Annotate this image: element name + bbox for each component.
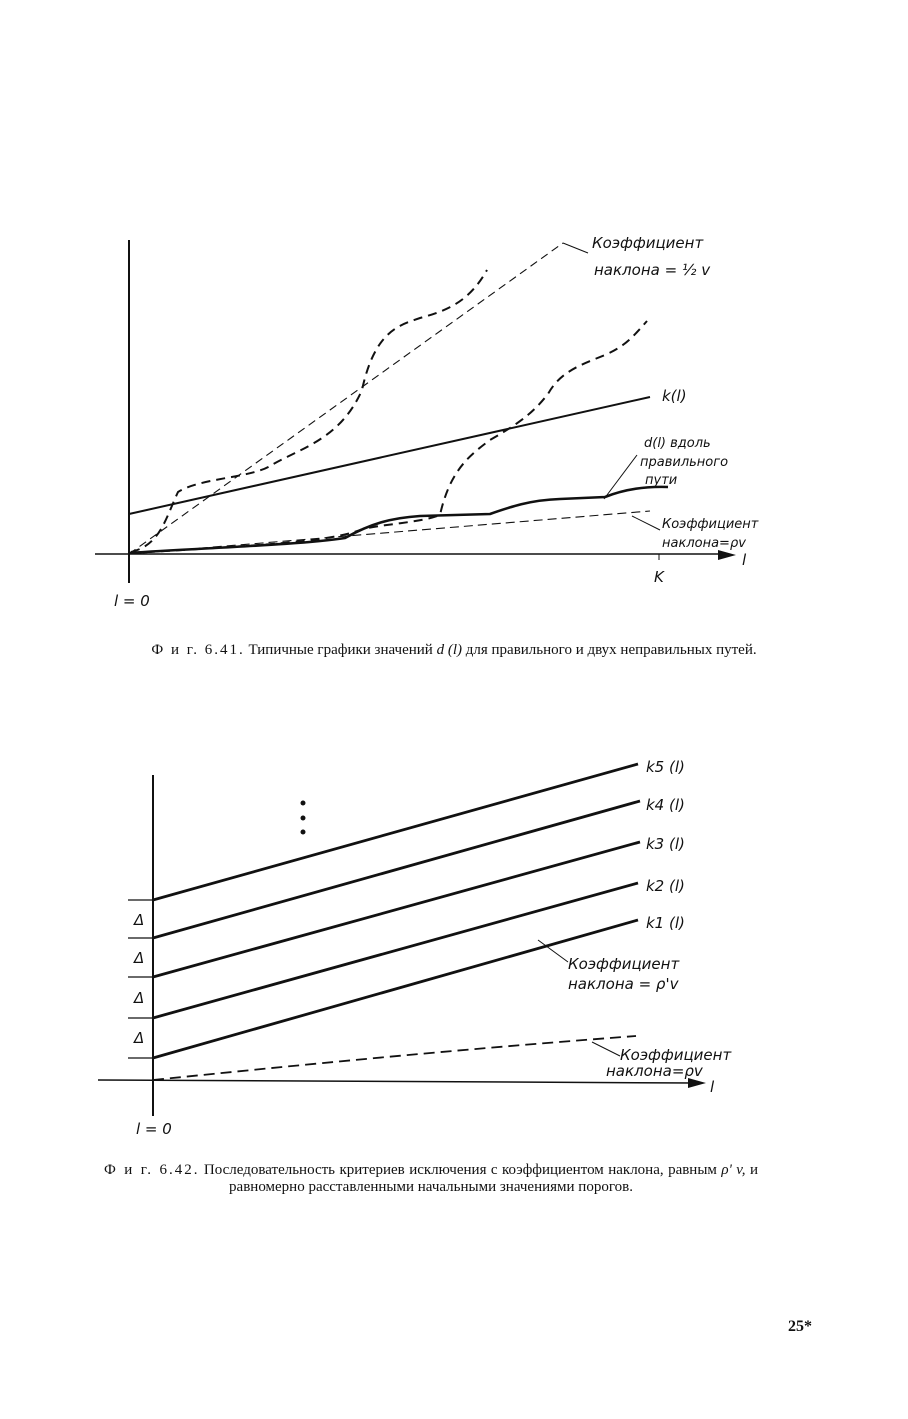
label-slope-pv-1: Коэффициент [662,517,759,532]
leader-slope-pv [632,516,660,530]
k2-line [153,883,638,1018]
k4-line [153,801,640,938]
label-slope-pv-2: наклона=ρv [662,536,746,551]
label-slope-pv-1: Коэффициент [620,1046,732,1064]
label-d-correct-1: d(l) вдоль [644,436,711,451]
label-slope-pv-prime-1: Коэффициент [568,955,680,973]
caption-fig-6-41-text-2: для правильного и двух неправильных путей. [465,642,757,658]
page-number: 25* [788,1318,812,1335]
caption-fig-6-41-prefix: Ф и г. 6.41. [151,642,245,658]
caption-fig-6-42-text-2: и равномерно расставленными начальными значениями порогов. [229,1162,759,1195]
label-l-zero: l = 0 [114,592,150,610]
caption-fig-6-41-math: d (l) [436,642,462,658]
caption-fig-6-42-math: ρ' v, [721,1162,746,1178]
label-slope-pv-2: наклона=ρv [606,1062,703,1080]
caption-fig-6-41 [150,642,758,659]
caption-fig-6-41-text-1: Типичные графики значений [248,642,433,658]
ellipsis-dots [301,801,306,835]
label-k1: k1 (l) [646,914,685,932]
label-delta-4: Δ [134,1029,145,1047]
label-k2: k2 (l) [646,877,685,895]
x-axis-arrow [718,550,736,560]
label-d-correct-2: правильного [640,455,729,470]
label-k5: k5 (l) [646,758,685,776]
label-K: K [654,568,664,586]
label-delta-3: Δ [134,989,145,1007]
d-incorrect-path-2 [131,321,647,553]
k1-line [153,920,638,1058]
slope-half-v-line [129,243,563,554]
caption-fig-6-42-text-1: Последовательность критериев исключения с коэффициентом наклона, равным [203,1162,717,1178]
label-l-zero: l = 0 [136,1120,172,1138]
label-k-l: k(l) [662,387,687,405]
k5-line [153,764,638,900]
d-incorrect-path-1 [131,270,487,552]
leader-slope-pv [592,1042,620,1056]
slope-pv-line [153,1036,636,1080]
caption-fig-6-42-prefix: Ф и г. 6.42. [104,1162,200,1178]
label-slope-half-1: Коэффициент [592,234,704,252]
k3-line [153,842,640,977]
label-k4: k4 (l) [646,796,685,814]
label-delta-2: Δ [134,949,145,967]
leader-slope-half [563,243,588,253]
label-k3: k3 (l) [646,835,685,853]
label-axis-l: l [710,1078,715,1096]
label-delta-1: Δ [134,911,145,929]
label-slope-pv-prime-2: наклона = ρ'v [568,975,679,993]
label-slope-half-2: наклона = ½ v [594,261,711,279]
label-axis-l: l [742,551,747,569]
label-d-correct-3: пути [645,473,678,488]
caption-fig-6-42 [104,1162,758,1196]
figure-6-41 [95,240,736,583]
k-l-line [129,397,650,514]
x-axis [98,1080,696,1083]
